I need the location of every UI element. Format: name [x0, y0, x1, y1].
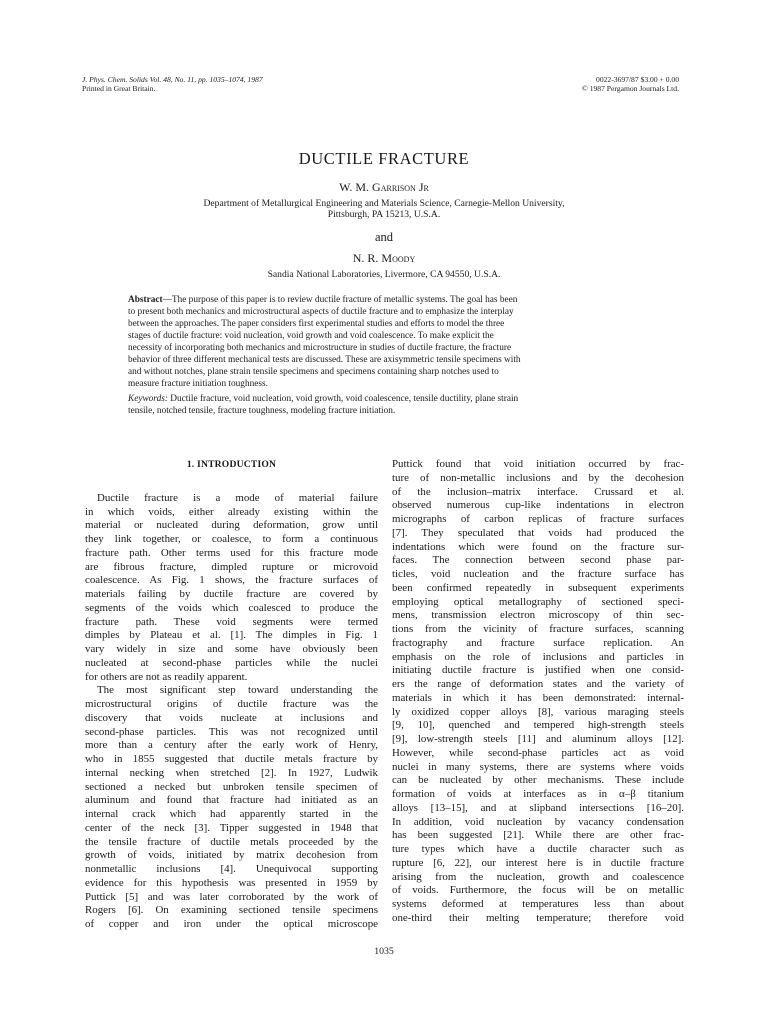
abstract-label: Abstract [128, 295, 163, 305]
body-line: rupture [6, 22], our interest here is in ductile fracture [392, 856, 684, 869]
body-line: evidence for this hypothesis was presented in 1959 by [85, 876, 378, 889]
body-column-left [85, 458, 378, 932]
body-line: aluminum and found that fracture had initiated as an [85, 794, 378, 807]
body-line: internal necking when stretched [2]. In 1927, Ludwik [85, 766, 378, 779]
body-line: mens, transmission electron microscopy of thin sec- [392, 609, 684, 622]
body-line: of voids. Furthermore, the focus will be on metallic [392, 884, 684, 897]
author-name [0, 251, 768, 266]
paper-title: DUCTILE FRACTURE [298, 149, 470, 168]
body-line: discovery that voids nucleate at inclusions and [85, 711, 378, 724]
body-line: The most significant step toward understanding the [97, 684, 378, 697]
body-line: [9], low-strength steels [11] and aluminum alloys [12]. [392, 733, 684, 745]
body-line: Ductile fracture is a mode of material failure [97, 491, 378, 504]
body-line: material or nucleated during deformation, grow until [85, 519, 378, 532]
issn-price-line: 0022-3697/87 $3.00 + 0.00 [596, 75, 679, 84]
body-line: fracture path. These void segments were termed [85, 615, 378, 628]
body-line: arising from the nucleation, growth and coalescence [392, 870, 684, 883]
body-line: second-phase particles. This was not recognized until [85, 725, 378, 738]
body-line: indentations which were found on the fracture sur- [392, 540, 684, 553]
body-line: sectioned a necked but unbroken tensile specimen of [85, 780, 378, 793]
abstract-line: behavior of three different mechanical tests are discussed. These are axisymmetric tensile specimens with [128, 355, 521, 365]
body-line: observed numerous cup-like indentations in electron [392, 499, 684, 512]
body-line: ly oxidized copper alloys [8], various maraging steels [392, 705, 684, 718]
affiliation-line: Department of Metallurgical Engineering and Materials Science, Carnegie-Mellon University, [203, 198, 565, 209]
abstract-line: between the approaches. The paper considers first experimental studies and efforts to model the three [128, 319, 505, 329]
body-line: internal crack which had apparently started in the [85, 808, 378, 820]
body-line: materials in which it has been demonstrated: internal- [392, 691, 684, 704]
body-line: [9, 10], quenched and tempered high-strength steels [392, 719, 684, 732]
body-line: growth of voids, initiated by matrix decohesion from [85, 849, 378, 862]
body-line: micrographs of carbon replicas of fracture surfaces [392, 513, 684, 525]
paragraph [85, 492, 378, 685]
body-line: one-third their melting temperature; therefore void [392, 911, 684, 924]
body-line: ture types which have a ductile character such as [392, 843, 684, 855]
copyright-line: © 1987 Pergamon Journals Ltd. [582, 84, 679, 93]
keywords [128, 393, 638, 417]
keywords-text: Ductile fracture, void nucleation, void growth, void coalescence, tensile ductility, plane strain [167, 394, 519, 404]
section-heading: 1. INTRODUCTION [186, 459, 277, 470]
author-name [0, 180, 768, 195]
body-line: systems deformed at temperatures less than about [392, 898, 684, 910]
body-line: dimples by Plateau et al. [1]. The dimples in Fig. 1 [85, 629, 378, 642]
body-line: employing optical metallography of sectioned speci- [392, 595, 684, 608]
body-line: are fibrous fracture, dimpled rupture or microvoid [85, 560, 378, 573]
abstract-line: stages of ductile fracture: void nucleation, void growth and void coalescence. To make explicit the [128, 331, 494, 341]
body-line: in which voids, either already existing within the [85, 505, 378, 518]
body-line: nuclei in many systems, there are systems where voids [392, 760, 684, 773]
author-affiliation [0, 198, 768, 220]
body-line: of the inclusion–matrix interface. Crussard et al. [392, 485, 684, 498]
body-line: ers the range of deformation states and the variety of [392, 678, 684, 690]
abstract-line: necessity of incorporating both mechanics and microstructure in studies of ductile fracture, the fracture [128, 343, 512, 353]
body-line: alloys [13–15], and at slipband intersections [16–20]. [392, 801, 684, 814]
author-name-text: N. R. Moody [352, 251, 416, 265]
page-number: 1035 [374, 946, 394, 957]
author-name-text: W. M. Garrison Jr [339, 180, 429, 194]
abstract-line [128, 294, 638, 306]
body-line: Puttick [5] and was later corroborated by the work of [85, 890, 378, 903]
body-line: fracture path. Other terms used for this fracture mode [85, 546, 378, 559]
paragraph [85, 684, 378, 932]
abstract-line: to present both mechanics and microstructural aspects of ductile fracture and to emphasize the interplay [128, 307, 514, 317]
author-conjunction: and [374, 230, 394, 244]
body-line: materials failing by ductile fracture are covered by [85, 588, 378, 600]
body-line: faces. The connection between second phase par- [392, 554, 684, 567]
body-line: been confirmed repeatedly in subsequent experiments [392, 581, 684, 594]
journal-citation-line: J. Phys. Chem. Solids Vol. 48, No. 11, pp. 1035–1074, 1987 [82, 75, 263, 84]
body-line: segments of the voids which coalesced to produce the [85, 601, 378, 614]
printed-in-line: Printed in Great Britain. [82, 84, 156, 93]
journal-citation [82, 75, 263, 93]
body-line: ture of non-metallic inclusions and by the decohesion [392, 471, 684, 484]
body-line: for others are not as readily apparent. [85, 670, 248, 683]
keywords-line [128, 393, 638, 405]
abstract [128, 294, 638, 390]
body-line: who in 1855 suggested that ductile metals fracture by [85, 753, 378, 765]
keywords-label: Keywords: [128, 394, 168, 404]
body-line: microstructural origins of ductile fracture was the [85, 698, 378, 710]
body-line: initiating ductile fracture is justified when one consid- [392, 664, 684, 677]
copyright-block [582, 75, 679, 93]
affiliation-line: Pittsburgh, PA 15213, U.S.A. [327, 209, 441, 220]
body-line: ticles, void nucleation and the fracture surface has [392, 568, 684, 580]
body-line: nonmetallic inclusions [4]. Unequivocal supporting [85, 863, 378, 875]
body-line: fractography and fracture surface replication. An [392, 636, 684, 649]
body-line: coalescence. As Fig. 1 shows, the fracture surfaces of [85, 574, 378, 587]
body-column-right [392, 458, 684, 926]
body-line: the tensile fracture of ductile metals proceeded by the [85, 835, 378, 848]
body-line: nucleated at second-phase particles while the nuclei [85, 656, 378, 669]
author-affiliation [0, 269, 768, 280]
body-line: vary widely in size and some have obviously been [85, 643, 378, 655]
body-line: they link together, or coalesce, to form a continuous [85, 533, 378, 545]
keywords-line: tensile, notched tensile, fracture toughness, modeling fracture initiation. [128, 406, 396, 416]
body-line: of copper and iron under the optical microscope [85, 918, 378, 930]
body-line: Rogers [6]. On examining sectioned tensile specimens [85, 904, 378, 917]
body-line: has been suggested [21]. While there are other frac- [392, 829, 684, 842]
body-line: tions from the vicinity of fracture surfaces, scanning [392, 623, 684, 635]
affiliation-line: Sandia National Laboratories, Livermore, CA 94550, U.S.A. [267, 269, 501, 280]
body-line: emphasis on the role of inclusions and particles in [392, 650, 684, 663]
abstract-text: —The purpose of this paper is to review ductile fracture of metallic systems. The goal has been [162, 295, 518, 305]
body-line: However, while second-phase particles act as void [392, 746, 684, 759]
body-line: more than a century after the early work of Henry, [85, 739, 378, 752]
abstract-line: and without notches, plane strain tensile specimens and specimens containing sharp notches used to [128, 367, 499, 377]
body-line: In addition, void nucleation by vacancy condensation [392, 815, 684, 828]
abstract-line: measure fracture initiation toughness. [128, 379, 268, 389]
body-line: Puttick found that void initiation occurred by frac- [392, 458, 684, 470]
body-line: can be nucleated by other mechanisms. These include [392, 774, 684, 787]
body-line: [7]. They speculated that voids had produced the [392, 526, 684, 539]
body-line: formation of voids at interfaces as in α–β titanium [392, 788, 684, 800]
body-line: center of the neck [3]. Tipper suggested in 1948 that [85, 821, 378, 834]
